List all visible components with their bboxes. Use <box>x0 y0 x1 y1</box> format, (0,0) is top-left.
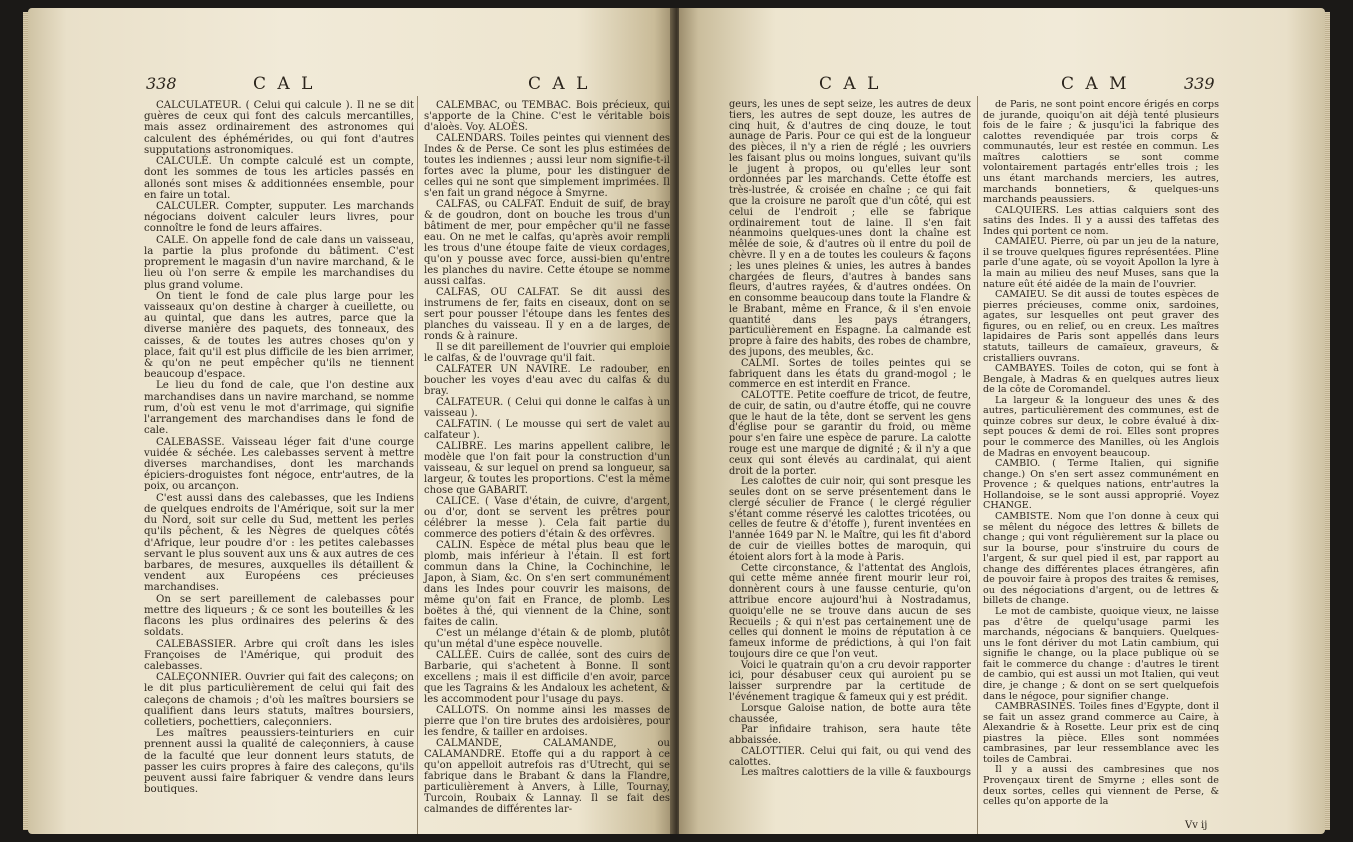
paragraph: Les maîtres calottiers de la ville & fauxbourgs <box>741 767 971 779</box>
paragraph: La largeur & la longueur des unes & des autres, particulièrement des communes, est de quinze cobres sur deux, le cobre évalué à dix-sept pouces & demi de roi. Elles sont propres pour le commerce des Manilles, où les Anglois de Madras en envoyent beaucoup. <box>983 394 1219 459</box>
paragraph: CALLOTS. On nomme ainsi les masses de pierre que l'on tire brutes des ardoisières, pour les fendre, & tailler en ardoises. <box>424 705 670 738</box>
left-column-2 <box>424 100 670 815</box>
paragraph: CALIN. Espèce de métal plus beau que le plomb, mais inférieur à l'étain. Il est fort commun dans la Chine, la Cochinchine, le Japon, à Siam, &c. On s'en sert communément dans les Indes pour couvrir les maisons, de même qu'on fait en France, de plomb. Les boëtes à thé, qui viennent de la Chine, sont faites de calin. <box>424 540 670 628</box>
column-rule <box>977 96 978 834</box>
right-col2-heading: C A M <box>1061 74 1130 94</box>
paragraph: C'est aussi dans des calebasses, que les Indiens de quelques endroits de l'Amérique, soit sur la mer du Nord, soit sur celle du Sud, mettent les perles qu'ils pêchent, & les Nègres de quelques côtés d'Afrique, leur poudre d'or : les petites calebasses servant le plus souvent aux uns & aux autres de ces barbares, de mesures, auxquelles ils détaillent & vendent aux Européens ces précieuses marchandises. <box>144 492 414 594</box>
paragraph: Les maîtres peaussiers-teinturiers en cuir prennent aussi la qualité de caleçonniers, à cause de la faculté que leur donnent leurs statuts, de passer les cuirs propres à faire des caleçons, qu'ils peuvent aussi faire fabriquer & vendre dans leurs boutiques. <box>144 728 414 796</box>
left-page <box>28 8 674 834</box>
paragraph: CAMBISTE. Nom que l'on donne à ceux qui se mêlent du négoce des lettres & billets de change ; qui vont régulièrement sur la place ou sur la bourse, pour s'instruire du cours de l'argent, & sur quel pied il est, par rapport au change des différentes places étrangères, afin de pouvoir faire à propos des traites & remises, ou des négociations d'argent, ou de lettres & billets de change. <box>983 510 1219 607</box>
paragraph: CALIBRE. Les marins appellent calibre, le modèle que l'on fait pour la construction d'un vaisseau, & sur lequel on prend sa longueur, sa largeur, & toutes les proportions. C'est la même chose que GABARIT. <box>424 441 670 496</box>
paragraph: Le mot de cambiste, quoique vieux, ne laisse pas d'être de quelqu'usage parmi les marchands, négocians & banquiers. Quelques-uns le font dériver du mot Latin cambium, qui signifie le change, ou la place publique où se fait le commerce du change : d'autres le tirent de cambio, qui est aussi un mot Italien, qui veut dire, je change ; & dont on se sert quelquefois dans le négoce, pour signifier change. <box>983 606 1219 702</box>
paragraph: CALMI. Sortes de toiles peintes qui se fabriquent dans les états du grand-mogol ; le commerce en est interdit en France. <box>729 357 971 391</box>
signature-mark: Vv ij <box>1185 820 1208 831</box>
paragraph: Par infidaire trahison, sera haute tête abbaissée. <box>729 724 971 747</box>
paragraph: CALCULER. Compter, supputer. Les marchands négocians doivent calculer leurs livres, pour connoître le fond de leurs affaires. <box>144 200 414 235</box>
paragraph: CALCULATEUR. ( Celui qui calcule ). Il ne se dit guères de ceux qui font des calculs mercantilles, mais assez ordinairement des astronomes qui calculent des éphémérides, ou qui font d'autres supputations astronomiques. <box>144 100 414 156</box>
right-column-1 <box>729 100 971 779</box>
right-col1-heading: C A L <box>819 74 882 94</box>
paragraph: Cette circonstance, & l'attentat des Anglois, qui cette même année firent mourir leur roi, donnèrent cours à une fausse centurie, qu'on attribue encore aujourd'hui à Nostradamus, quoiqu'elle ne se trouve dans aucun de ses Recueils ; & qui n'est pas certainement une de celles qui donnent le moins de réputation à ce fameux informe de prédictions, à qui l'on fait toujours dire ce que l'on veut. <box>729 562 971 660</box>
paragraph: Voici le quatrain qu'on a cru devoir rapporter ici, pour désabuser ceux qui auroient pu se laisser surprendre par la certitude de l'événement tragique & fameux qui y est prédit. <box>729 659 971 703</box>
column-rule <box>417 96 418 834</box>
left-col2-heading: C A L <box>528 74 591 94</box>
paragraph: CALCULÉ. Un compte calculé est un compte, dont les sommes de tous les articles passés en allonés sont mises & additionnées ensemble, pour en faire un total. <box>144 156 414 201</box>
paragraph: CALFAS, ou CALFAT. Enduit de suif, de bray & de goudron, dont on bouche les trous d'un bâtiment de mer, pour empêcher qu'il ne fasse eau. On ne met le calfas, qu'après avoir rempli les trous d'une étoupe faite de vieux cordages, qu'on y pousse avec force, aussi-bien qu'entre les planches du navire. Cette étoupe se nomme aussi calfas. <box>424 199 670 287</box>
paragraph: CALEBASSIER. Arbre qui croît dans les isles Françoises de l'Amérique, qui produit des calebasses. <box>144 638 414 672</box>
paragraph: On tient le fond de cale plus large pour les vaisseaux qu'on destine à charger à cueillette, ou au quintal, que dans les autres, parce que la diverse manière des paquets, des tonneaux, des caisses, & de toutes les autres choses qu'on y place, fait qu'il est plus difficile de les bien arrimer, & qu'on ne peut empêcher qu'ils ne tiennent beaucoup d'espace. <box>144 290 414 381</box>
right-page-header <box>679 74 1325 94</box>
left-page-number: 338 <box>146 74 177 93</box>
paragraph: CALLÉE. Cuirs de callée, sont des cuirs de Barbarie, qui s'achetent à Bonne. Il sont excellens ; mais il est difficile d'en avoir, parce que les Tagrains & les Andaloux les achetent, & les accommodent pour l'usage du pays. <box>424 650 670 705</box>
paragraph: CAMAIEU. Se dit aussi de toutes espèces de pierres précieuses, comme onix, sardoines, agates, sur lesquelles ont peut graver des figures, ou en relief, ou en creux. Les maîtres lapidaires de Paris sont appellés dans leurs statuts, tailleurs de camaïeux, graveurs, & cristalliers ouvrans. <box>983 289 1219 364</box>
paragraph: Le lieu du fond de cale, que l'on destine aux marchandises dans un navire marchand, se nomme rum, d'où est venu le mot d'arrimage, qui signifie l'arrangement des marchandises dans le fond de cale. <box>144 380 414 437</box>
paragraph: CALFATEUR. ( Celui qui donne le calfas à un vaisseau ). <box>424 397 670 419</box>
paragraph: CALFATIN. ( Le mousse qui sert de valet au calfateur ). <box>424 419 670 441</box>
paragraph: CAMBRASINES. Toiles fines d'Egypte, dont il se fait un assez grand commerce au Caire, à Alexandrie & à Rosette. Leur prix est de cinq piastres la pièce. Elles sont nommées cambrasines, par leur ressemblance avec les toiles de Cambrai. <box>983 701 1219 765</box>
paragraph: geurs, les unes de sept seize, les autres de deux tiers, les autres de sept douze, les autres de cinq huit, & d'autres de cinq douze, le tout aunage de Paris. Pour ce qui est de la longueur des pièces, il n'y a rien de réglé ; les ouvriers les faisant plus ou moins longues, suivant qu'ils le jugent à propos, ou qu'elles leur sont ordonnées par les marchands. Cette étoffe est très-lustrée, & croisée en chaîne ; ce qui fait que la croisure ne paroît que d'un côté, qui est celui de l'endroit ; elle se fabrique ordinairement tout de laine. Il s'en fait néanmoins quelques-unes dont la chaîne est mêlée de soie, & d'autres où il entre du poil de chèvre. Il y en a de toutes les couleurs & façons ; les unes pleines & unies, les autres à bandes chargées de fleurs, d'autres à bandes sans fleurs, d'autres rayées, & d'autres ondées. On en consomme beaucoup dans toute la Flandre & le Brabant, même en France, & il s'en envoie quantité dans les pays étrangers, particulièrement en Espagne. La calmande est propre à faire des habits, des robes de chambre, des jupons, des meubles, &c. <box>729 99 971 358</box>
paragraph: CALEÇONNIER. Ouvrier qui fait des caleçons; on le dit plus particulièrement de celui qui fait des caleçons de chamois ; d'où les maîtres boursiers se qualifient dans leurs statuts, maîtres boursiers, colletiers, pochettiers, caleçonniers. <box>144 672 414 729</box>
paragraph: Il y a aussi des cambresines que nos Provençaux tirent de Smyrne ; elles sont de deux sortes, celles qui viennent de Perse, & celles qu'on apporte de la <box>983 764 1219 808</box>
paragraph: CALICE. ( Vase d'étain, de cuivre, d'argent, ou d'or, dont se servent les prêtres pour célébrer la messe ). Cela fait partie du commerce des potiers d'étain & des orfèvres. <box>424 496 670 540</box>
paragraph: CALOTTIER. Celui qui fait, ou qui vend des calottes. <box>729 745 971 768</box>
left-page-header <box>28 74 674 94</box>
right-page <box>679 8 1325 834</box>
open-book <box>28 8 1325 834</box>
left-column-1 <box>144 100 414 796</box>
paragraph: CAMBIO. ( Terme Italien, qui signifie change.) On s'en sert assez communément en Provence ; & quelques nations, entr'autres la Hollandoise, se le sont aussi approprié. Voyez CHANGE. <box>983 458 1219 512</box>
paragraph: CALENDARS. Toiles peintes qui viennent des Indes & de Perse. Ce sont les plus estimées de toutes les indiennes ; aussi leur nom signifie-t-il fortes avec la plume, pour les distinguer de celles qui ne sont que simplement imprimées. Il s'en fait un grand négoce à Smyrne. <box>424 133 670 199</box>
right-column-2 <box>983 100 1219 808</box>
paragraph: CALQUIERS. Les attias calquiers sont des satins des Indes. Il y a aussi des taffetas des Indes qui portent ce nom. <box>983 204 1219 237</box>
left-col1-heading: C A L <box>253 74 316 94</box>
paragraph: CALEMBAC, ou TEMBAC. Bois précieux, qui s'apporte de la Chine. C'est le véritable bois d'aloès. Voy. ALOÈS. <box>424 100 670 133</box>
paragraph: Lorsque Galoise nation, de botte aura tête chaussée, <box>729 702 971 725</box>
paragraph: CALMANDE, CALAMANDE, ou CALAMANDRE. Etoffe qui a du rapport à ce qu'on appelloit autrefois ras d'Utrecht, qui se fabrique dans le Brabant & dans la Flandre, particulièrement à Anvers, à Lille, Tournay, Turcoin, Roubaix & Lannay. Il se fait des calmandes de différentes lar- <box>424 738 670 815</box>
paragraph: CAMBAYES. Toiles de coton, qui se font à Bengale, à Madras & en quelques autres lieux de la côte de Coromandel. <box>983 363 1219 396</box>
paragraph: C'est un mélange d'étain & de plomb, plutôt qu'un métal d'une espèce nouvelle. <box>424 628 670 650</box>
paragraph: CALFAS, OU CALFAT. Se dit aussi des instrumens de fer, faits en ciseaux, dont on se sert pour pousser l'étoupe dans les fentes des planches du vaisseau. Il y en a de larges, de ronds & à rainure. <box>424 287 670 342</box>
paragraph: Il se dit pareillement de l'ouvrier qui emploie le calfas, & de l'ouvrage qu'il fait. <box>424 342 670 364</box>
paragraph: Les calottes de cuir noir, qui sont presque les seules dont on se serve présentement dans le clergé séculier de France ( le clergé régulier s'étant comme réservé les calottes tricotées, ou celles de feutre & d'étoffe ), furent inventées en l'année 1649 par N. le Maître, qui les fit d'abord de cuir de vieilles bottes de maroquin, qui étoient alors fort à la mode à Paris. <box>729 476 971 563</box>
paragraph: CAMAIEU. Pierre, où par un jeu de la nature, il se trouve quelques figures représentées. Pline parle d'une agate, où se voyoit Apollon la lyre à la main au milieu des neuf Muses, sans que la nature eût été aidée de la main de l'ouvrier. <box>983 236 1219 290</box>
paragraph: CALOTTE. Petite coeffure de tricot, de feutre, de cuir, de satin, ou d'autre étoffe, qui ne couvre que le haut de la tête, dont se servent les gens d'église pour se garantir du froid, ou même pour s'en faire une espèce de parure. La calotte rouge est une marque de dignité ; & il n'y a que ceux qui sont élevés au cardinalat, qui aient droit de la porter. <box>729 390 971 477</box>
paragraph: CALE. On appelle fond de cale dans un vaisseau, la partie la plus profonde du bâtiment. C'est proprement le magasin d'un navire marchand, & le lieu où l'on serre & empile les marchandises du plus grand volume. <box>144 234 414 291</box>
right-page-number: 339 <box>1184 74 1215 93</box>
paragraph: de Paris, ne sont point encore érigés en corps de jurande, quoiqu'on ait déjà tenté plusieurs fois de le faire ; & jusqu'ici la fabrique des calottes revendiquée par trois corps & communautés, leur est restée en commun. Les maîtres calottiers se sont comme volontairement partagés entr'elles trois ; les uns étant marchands merciers, les autres, marchands bonnetiers, & quelques-uns marchands peaussiers. <box>983 99 1219 206</box>
paragraph: CALFATER UN NAVIRE. Le radouber, en boucher les voyes d'eau avec du calfas & du bray. <box>424 364 670 397</box>
paragraph: On se sert pareillement de calebasses pour mettre des liqueurs ; & ce sont les bouteilles & les flacons les plus ordinaires des pelerins & des soldats. <box>144 593 414 639</box>
paragraph: CALEBASSE. Vaisseau léger fait d'une courge vuidée & séchée. Les calebasses servent à mettre diverses marchandises, dont les marchands épiciers-droguistes font négoce, entr'autres, de la poix, ou arcançon. <box>144 436 414 493</box>
